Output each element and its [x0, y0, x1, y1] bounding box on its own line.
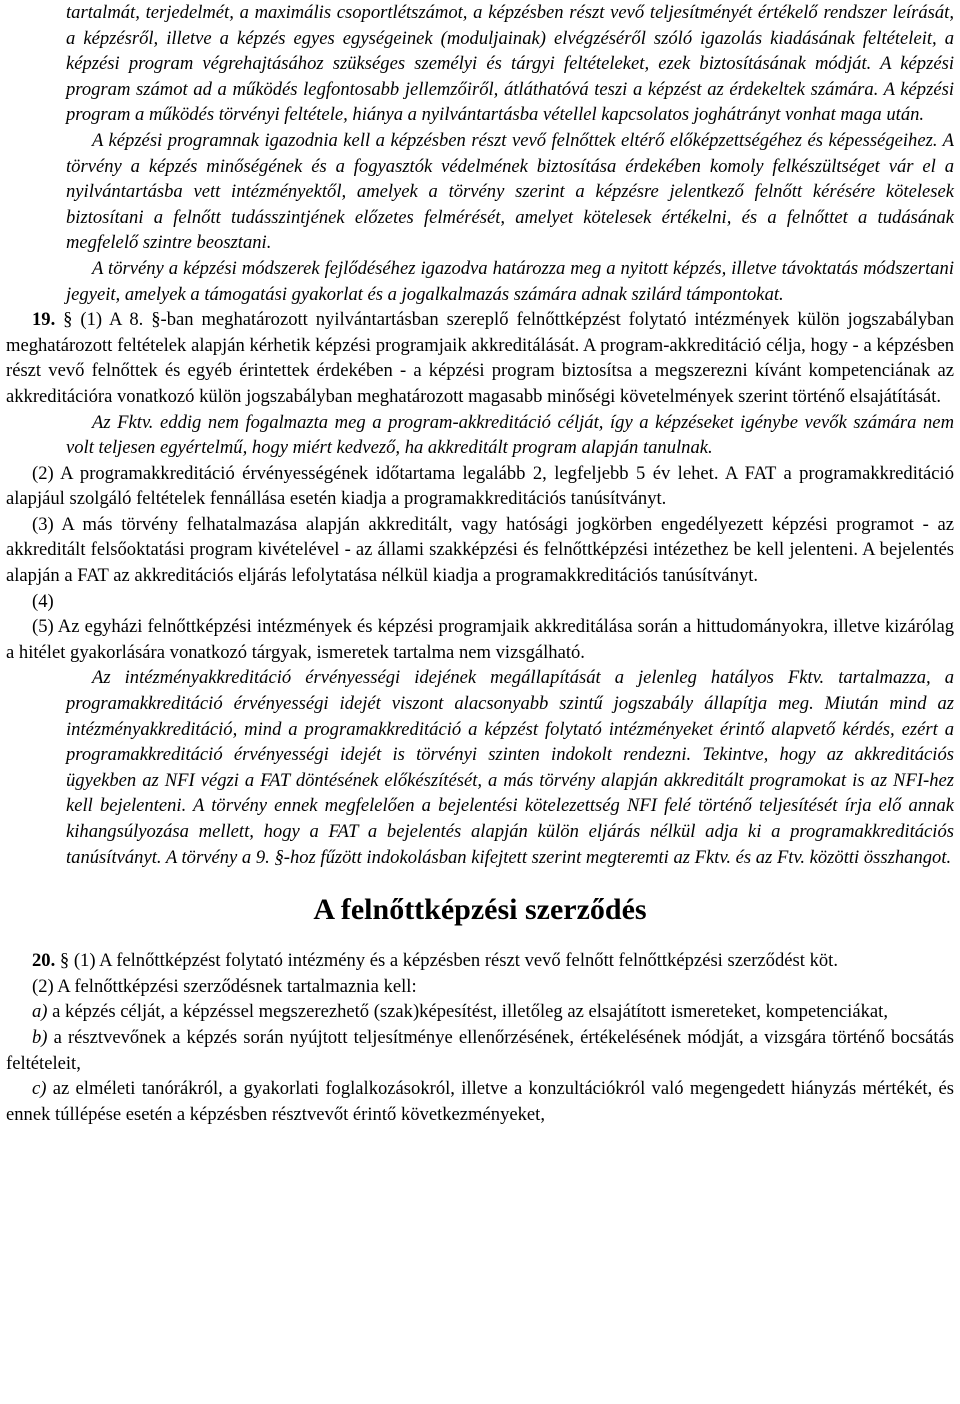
list-item-b [6, 1025, 954, 1076]
list-item-a [6, 999, 954, 1025]
section-text: § (1) A felnőttképzést folytató intézmény és a képzésben részt vevő felnőtt felnőttképzési szerződést köt. [55, 950, 838, 972]
section-20-paragraph-2: (2) A felnőttképzési szerződésnek tartalmaznia kell: [32, 975, 417, 997]
list-label: c) [32, 1078, 47, 1100]
list-label: a) [32, 1001, 48, 1023]
commentary-paragraph: A képzési programnak igazodnia kell a képzésben részt vevő felnőttek eltérő előképzettségéhez és képességeihez. A törvény a képzés minőségének és a fogyasztók védelmének biztosítása érdekében komoly felkészültséget vár el a nyilvántartásba vett intézményektől, amelyek a törvény szerint a képzésre jelentkező felnőtt kérésére kötelesek biztosítani a felnőtt tudásszintjének előzetes felmérését, amelyet kötelesek értékelni, és a felnőttet a tudásának megfelelő szintre beosztani. [66, 129, 954, 254]
list-label: b) [32, 1026, 48, 1048]
section-19-paragraph-4: (4) [32, 590, 54, 612]
section-heading: A felnőttképzési szerződés [313, 893, 647, 927]
list-text: az elméleti tanórákról, a gyakorlati foglalkozásokról, illetve a konzultációkról való megengedett hiányzás mértékét, és ennek túllépése esetén a képzésben résztvevőt érintő következményeket, [6, 1078, 954, 1125]
section-number: 19. [32, 309, 56, 331]
section-19-paragraph-5: (5) Az egyházi felnőttképzési intézmények és képzési programjaik akkreditálása során a hittudományokra, illetve kizárólag a hitélet gyakorlására vonatkozó tárgyak, ismeretek tartalma nem vizsgálható. [6, 616, 954, 663]
commentary-paragraph: Az intézményakkreditáció érvényességi idejének megállapítását a jelenleg hatályos Fktv. tartalmazza, a programakkreditáció érvényességi idejét viszont alacsonyabb szintű jogszabály állapítja meg. Miután mind az intézményakkreditáció, mind a programakkreditáció a képzést folytató intézményeket érintő alapvető kérdés, ezért a programakkreditáció érvényességi idejét is törvényi szinten indokolt rendezni. Tekintve, hogy az akkreditációs ügyekben az NFI végzi a FAT döntésének előkészítését, a más törvény alapján akkreditált programokat is az NFI-hez kell bejelenteni. A törvény ennek megfelelően a bejelentési kötelezettség NFI felé történő teljesítését írja elő annak kihangsúlyozása mellett, hogy a FAT a bejelentés alapján külön eljárás nélkül adja ki a programakkreditációs tanúsítványt. A törvény a 9. §-hoz fűzött indokolásban kifejtett szerint megteremti az Fktv. és az Ftv. közötti összhangot. [66, 667, 954, 868]
commentary-paragraph: Az Fktv. eddig nem fogalmazta meg a program-akkreditáció célját, így a képzéseket igénybe vevők számára nem volt teljesen egyértelmű, hogy miért kedvező, ha akkreditált program alapján tanulnak. [66, 411, 954, 459]
section-19-paragraph-2: (2) A programakkreditáció érvényességének időtartama legalább 2, legfeljebb 5 év lehet. A FAT a programakkreditáció alapjául szolgáló feltételek fennállása esetén kiadja a programakkreditációs tanúsítványt. [6, 462, 954, 510]
section-19-paragraph-3: (3) A más törvény felhatalmazása alapján akkreditált, vagy hatósági jogkörben engedélyezett képzési programot - az akkreditált felsőoktatási program kivételével - az állami szakképzési és felnőttképzési intézethez be kell jelenteni. A bejelentés alapján a FAT az akkreditációs eljárás lefolytatása nélkül kiadja a programakkreditációs tanúsítványt. [6, 513, 954, 587]
section-20-paragraph-1 [6, 948, 954, 974]
commentary-paragraph: tartalmát, terjedelmét, a maximális csoportlétszámot, a képzésben részt vevő teljesítményét értékelő rendszer leírását, a képzésről, illetve a képzés egyes egységeinek (moduljainak) elvégzéséről szóló igazolás kiadásának feltételeit, a képzési program végrehajtásához szükséges személyi és tárgyi feltételeket, ezek biztosításának módját. A képzési program számot ad a működés legfontosabb jellemzőiről, átláthatóvá teszi a képzést az érdekeltek számára. A képzési program a működés törvényi feltétele, hiánya a nyilvántartásba vétellel kapcsolatos joghátrányt vonhat maga után. [66, 2, 954, 126]
commentary-paragraph: A törvény a képzési módszerek fejlődéséhez igazodva határozza meg a nyitott képzés, illetve távoktatás módszertani jegyeit, amelyek a támogatási gyakorlat és a jogalkalmazás számára adnak szilárd támpontokat. [66, 257, 954, 305]
list-text: a résztvevőnek a képzés során nyújtott teljesítménye ellenőrzésének, értékelésének módját, a vizsgára történő bocsátás feltételeit, [6, 1026, 954, 1074]
section-text: § (1) A 8. §-ban meghatározott nyilvántartásban szereplő felnőttképzést folytató intézmények külön jogszabályban meghatározott feltételek alapján kérhetik képzési programjaik akkreditálását. A program-akkreditáció célja, hogy - a képzésben részt vevő felnőttek és egyéb érintettek érdekében - a képzési program biztosítsa a megszerezni kívánt kompetenciának az akkreditációra vonatkozó külön jogszabályban meghatározott magasabb minőségi követelmények szerint történő elsajátítását. [6, 309, 954, 407]
section-19-paragraph-1 [6, 307, 954, 409]
list-text: a képzés célját, a képzéssel megszerezhető (szak)képesítést, illetőleg az elsajátított ismereteket, kompetenciákat, [47, 1001, 888, 1023]
list-item-c [6, 1076, 954, 1127]
section-number: 20. [32, 950, 56, 972]
